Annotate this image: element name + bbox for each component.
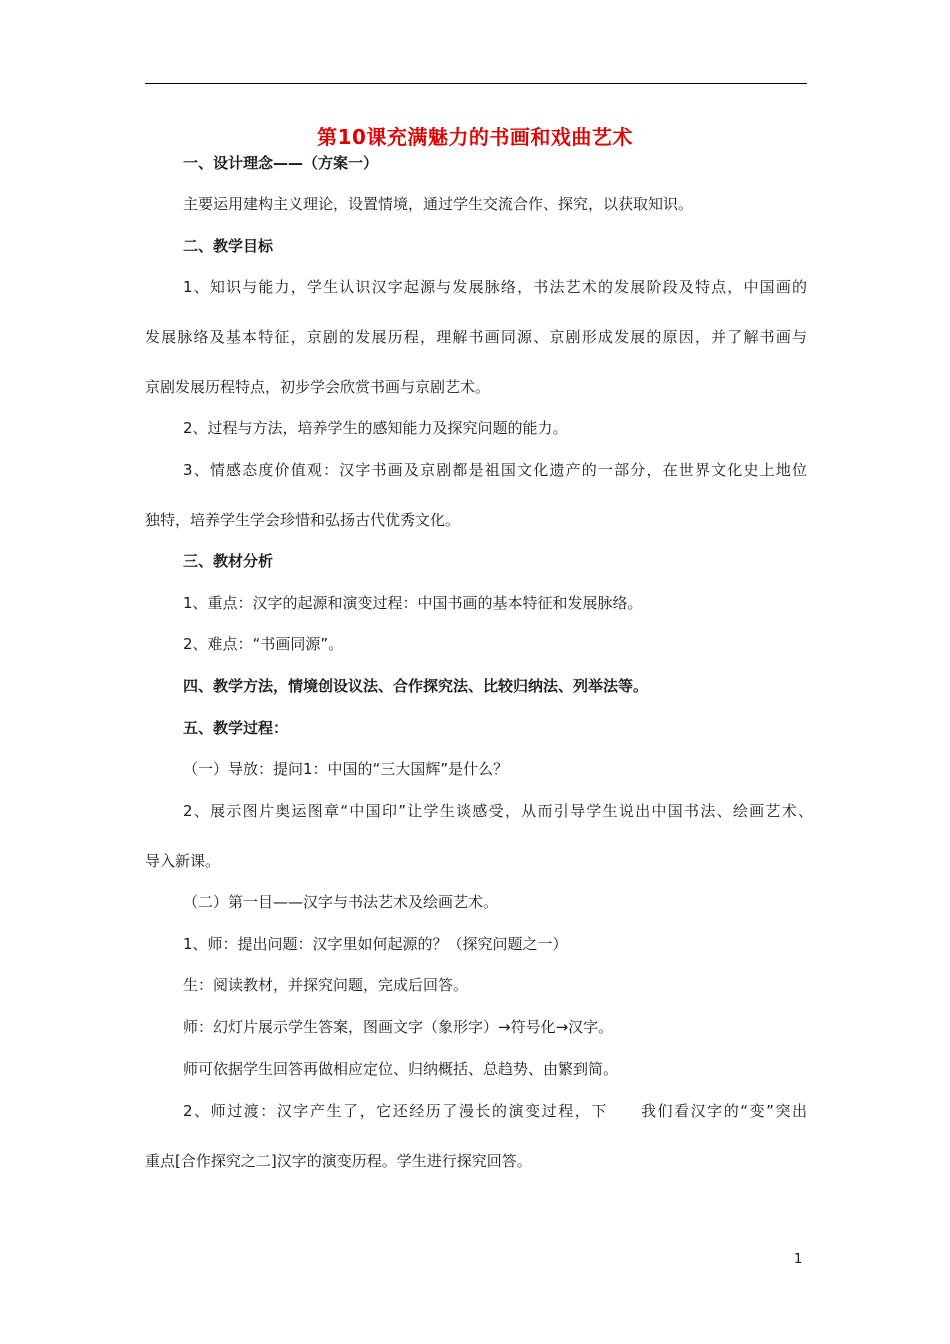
paragraph-line: 1、师：提出问题：汉字里如何起源的？（探究问题之一） [183,935,568,953]
section-heading-analysis: 三、教材分析 [183,552,274,570]
section-heading-process: 五、教学过程： [183,719,289,737]
paragraph-line: 1、重点：汉字的起源和演变过程：中国书画的基本特征和发展脉络。 [183,594,643,612]
paragraph-line: 重点[合作探究之二]汉字的演变历程。学生进行探究回答。 [145,1152,532,1170]
paragraph-line: 1、知识与能力，学生认识汉字起源与发展脉络，书法艺术的发展阶段及特点，中国画的 [183,278,807,296]
paragraph-line: 发展脉络及基本特征，京剧的发展历程，理解书画同源、京剧形成发展的原因，并了解书画与 [145,328,807,346]
paragraph-line: 2、师过渡：汉字产生了，它还经历了漫长的演变过程，下 我们看汉字的“变”突出 [183,1102,807,1120]
paragraph-line: 2、难点：“书画同源”。 [183,635,344,653]
paragraph-line: 导入新课。 [145,852,221,870]
section-heading-design: 一、设计理念——（方案一） [183,154,379,172]
paragraph-line: 主要运用建构主义理论，设置情境，通过学生交流合作、探究，以获取知识。 [183,195,694,213]
paragraph-line: 生：阅读教材，并探究问题，完成后回答。 [183,976,469,994]
paragraph-line: 京剧发展历程特点，初步学会欣赏书画与京剧艺术。 [145,378,491,396]
lesson-title: 第10课充满魅力的书画和戏曲艺术 [317,125,633,149]
section-heading-goals: 二、教学目标 [183,237,274,255]
paragraph-line: 独特，培养学生学会珍惜和弘扬古代优秀文化。 [145,511,461,529]
page-number: 1 [794,1252,803,1267]
paragraph-line: 2、展示图片奥运图章“中国印”让学生谈感受，从而引导学生说出中国书法、绘画艺术、 [183,802,813,820]
paragraph-line: 2、过程与方法，培养学生的感知能力及探究问题的能力。 [183,419,568,437]
paragraph-line: 师可依据学生回答再做相应定位、归纳概括、总趋势、由繁到简。 [183,1060,619,1078]
paragraph-line: （一）导放：提问1：中国的“三大国辉”是什么？ [183,760,509,778]
header-rule [145,83,807,84]
section-heading-methods: 四、教学方法，情境创设议法、合作探究法、比较归纳法、列举法等。 [183,677,649,695]
paragraph-line: 师：幻灯片展示学生答案，图画文字（象形字）→符号化→汉字。 [183,1018,614,1036]
paragraph-line: 3、情感态度价值观：汉字书画及京剧都是祖国文化遗产的一部分，在世界文化史上地位 [183,461,807,479]
paragraph-line: （二）第一目——汉字与书法艺术及绘画艺术。 [183,893,499,911]
